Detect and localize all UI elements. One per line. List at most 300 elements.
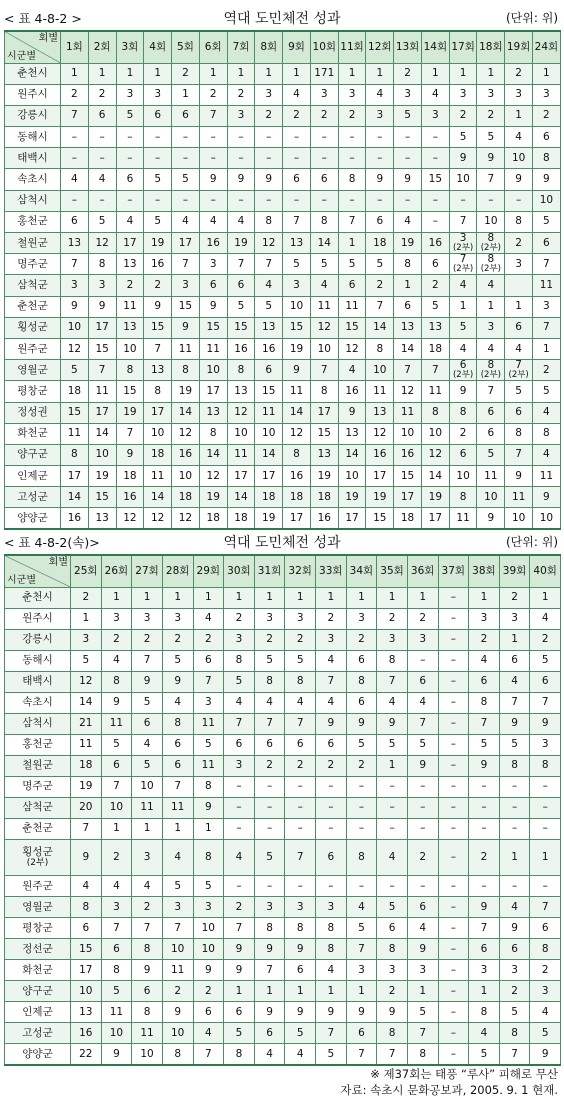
rank-cell: 6 xyxy=(101,939,132,960)
rank-cell: 8 xyxy=(377,650,408,671)
rank-cell: 2 xyxy=(394,63,422,84)
rank-cell: – xyxy=(61,190,89,211)
rank-cell: 9 xyxy=(227,169,255,190)
rank-cell: 1 xyxy=(61,63,89,84)
rank-cell: 2 xyxy=(421,275,449,296)
region-name xyxy=(5,1044,71,1065)
rank-cell: 3 xyxy=(224,755,255,776)
rank-cell: – xyxy=(227,148,255,169)
rank-cell: 10 xyxy=(533,508,561,529)
rank-cell: 3 xyxy=(132,839,163,876)
rank-cell: 9 xyxy=(193,960,224,981)
rank-cell: 4 xyxy=(505,338,533,359)
rank-division: (2부) xyxy=(480,264,501,275)
rank-cell: 15 xyxy=(71,939,102,960)
rank-cell: 17 xyxy=(71,960,102,981)
rank-cell: 14 xyxy=(421,466,449,487)
rank-cell: 10 xyxy=(227,423,255,444)
rank-cell: 10 xyxy=(193,939,224,960)
rank-cell: 6 xyxy=(421,254,449,275)
rank-cell: 8 xyxy=(254,671,285,692)
column-header: 1회 xyxy=(61,31,89,63)
column-header: 25회 xyxy=(71,555,102,587)
rank-division: (2부) xyxy=(452,243,474,254)
table-row xyxy=(5,587,561,608)
rank-cell: – xyxy=(469,797,500,818)
region-name xyxy=(5,296,61,317)
rank-cell: 9 xyxy=(449,381,477,402)
rank-cell: 8 xyxy=(394,254,422,275)
column-header: 6회 xyxy=(199,31,227,63)
rank-cell: 12 xyxy=(71,671,102,692)
rank-cell: 10 xyxy=(449,466,477,487)
corner-label-round: 회별 xyxy=(38,33,58,44)
rank-cell: – xyxy=(438,839,469,876)
rank-cell: 11 xyxy=(449,508,477,529)
region-name xyxy=(5,254,61,275)
rank-cell: 4 xyxy=(172,211,200,232)
rank-cell: 10 xyxy=(366,360,394,381)
rank-cell: 9 xyxy=(346,1002,377,1023)
rank-cell: 4 xyxy=(116,211,144,232)
rank-cell: 3 xyxy=(346,960,377,981)
rank-cell: 7 xyxy=(101,918,132,939)
rank-cell: 17 xyxy=(144,402,172,423)
column-header: 7회 xyxy=(227,31,255,63)
rank-cell: 4 xyxy=(227,211,255,232)
rank-cell: 7 xyxy=(316,671,347,692)
rank-cell: 10 xyxy=(449,169,477,190)
rank-cell: 1 xyxy=(101,587,132,608)
rank-cell: 4 xyxy=(224,692,255,713)
rank-cell: 18 xyxy=(172,487,200,508)
rank-cell: 19 xyxy=(172,381,200,402)
rank-cell: 11 xyxy=(394,402,422,423)
rank-cell: 7 xyxy=(285,713,316,734)
rank-cell: 6 xyxy=(255,360,283,381)
rank-cell: 5 xyxy=(346,918,377,939)
rank-cell: 5 xyxy=(377,734,408,755)
rank-cell: – xyxy=(438,671,469,692)
table-row xyxy=(5,939,561,960)
rank-cell: 18 xyxy=(366,233,394,254)
rank-cell: 16 xyxy=(283,466,311,487)
rank-cell: 1 xyxy=(394,275,422,296)
column-header: 24회 xyxy=(533,31,561,63)
rank-cell: – xyxy=(407,876,438,897)
rank-cell: 3 xyxy=(310,84,338,105)
rank-cell: 10 xyxy=(505,508,533,529)
rank-cell: 15 xyxy=(310,423,338,444)
rank-cell: 11 xyxy=(505,487,533,508)
rank-cell: 10 xyxy=(255,423,283,444)
rank-cell: 171 xyxy=(310,63,338,84)
rank-cell: 15 xyxy=(283,317,311,338)
table-row xyxy=(5,105,561,126)
rank-cell: 2 xyxy=(224,897,255,918)
rank-cell: 4 xyxy=(310,275,338,296)
rank-cell: 9 xyxy=(199,296,227,317)
rank-cell: – xyxy=(255,127,283,148)
rank-cell: 4 xyxy=(530,608,561,629)
rank-cell: 14 xyxy=(144,487,172,508)
rank-cell: 9 xyxy=(101,1044,132,1065)
rank-cell: – xyxy=(224,818,255,839)
rank-cell: – xyxy=(438,876,469,897)
region-name xyxy=(5,960,71,981)
rank-cell: 1 xyxy=(254,981,285,1002)
rank-cell: 16 xyxy=(172,444,200,465)
rank-cell: 2 xyxy=(407,608,438,629)
table-row xyxy=(5,650,561,671)
rank-cell: 5 xyxy=(530,650,561,671)
rank-cell: – xyxy=(199,190,227,211)
rank-cell: 4 xyxy=(366,84,394,105)
rank-cell: 2 xyxy=(162,981,193,1002)
rank-cell: 6 xyxy=(533,127,561,148)
rank-cell: 9 xyxy=(499,918,530,939)
column-header: 35회 xyxy=(377,555,408,587)
region-name xyxy=(5,444,61,465)
rank-cell: 8 xyxy=(132,1002,163,1023)
column-header: 4회 xyxy=(144,31,172,63)
rank-cell: 6 xyxy=(132,713,163,734)
rank-cell: – xyxy=(224,876,255,897)
rank-cell: 17 xyxy=(366,466,394,487)
rank-cell: – xyxy=(407,776,438,797)
rank-cell: 3 xyxy=(407,960,438,981)
rank-cell: – xyxy=(346,876,377,897)
rank-cell: 9 xyxy=(71,839,102,876)
rank-cell: – xyxy=(438,1044,469,1065)
rank-cell: 3 xyxy=(499,960,530,981)
rank-cell: 13 xyxy=(283,233,311,254)
region-name xyxy=(5,423,61,444)
rank-cell: 1 xyxy=(449,63,477,84)
rank-cell: 6 xyxy=(283,169,311,190)
rank-cell: 1 xyxy=(366,63,394,84)
rank-cell: 11 xyxy=(283,381,311,402)
rank-cell: 3 xyxy=(338,84,366,105)
rank-cell: 19 xyxy=(71,776,102,797)
rank-cell: 7 xyxy=(61,105,89,126)
rank-cell: 12 xyxy=(144,508,172,529)
region-name xyxy=(5,381,61,402)
rank-cell: 19 xyxy=(366,487,394,508)
rank-cell: 10 xyxy=(116,338,144,359)
rank-cell: 11 xyxy=(421,381,449,402)
rank-cell: 7 xyxy=(144,338,172,359)
rank-cell: 7 xyxy=(101,776,132,797)
rank-cell: 15 xyxy=(88,487,116,508)
rank-value: 8 xyxy=(487,359,495,372)
rank-cell: 3 xyxy=(407,629,438,650)
rank-cell: 11 xyxy=(61,423,89,444)
table2 xyxy=(4,554,561,1066)
rank-division: (2부) xyxy=(508,370,529,381)
rank-cell: 4 xyxy=(254,692,285,713)
rank-cell: 9 xyxy=(61,296,89,317)
rank-cell: 2 xyxy=(377,608,408,629)
rank-cell: 3 xyxy=(477,84,505,105)
rank-cell: – xyxy=(438,918,469,939)
rank-cell: 3 xyxy=(505,254,533,275)
rank-cell: 9 xyxy=(477,148,505,169)
rank-cell: 18 xyxy=(283,487,311,508)
region-name-text: 양구군 xyxy=(17,448,48,461)
region-name-text: 인제군 xyxy=(17,469,48,482)
rank-cell xyxy=(505,275,533,296)
rank-cell: – xyxy=(338,148,366,169)
rank-cell: 8 xyxy=(285,671,316,692)
table-row xyxy=(5,169,561,190)
rank-cell: 5 xyxy=(477,127,505,148)
rank-cell: – xyxy=(505,190,533,211)
rank-cell: 1 xyxy=(533,338,561,359)
rank-cell: 19 xyxy=(199,487,227,508)
rank-cell: – xyxy=(116,190,144,211)
column-header: 26회 xyxy=(101,555,132,587)
rank-cell: 1 xyxy=(101,818,132,839)
rank-cell: 1 xyxy=(116,63,144,84)
rank-cell: 9 xyxy=(533,487,561,508)
region-name-text: 화천군 xyxy=(17,427,48,440)
rank-cell: 17 xyxy=(421,508,449,529)
rank-cell: 4 xyxy=(394,211,422,232)
rank-cell: 8 xyxy=(88,254,116,275)
rank-cell: 7 xyxy=(505,444,533,465)
table-row xyxy=(5,897,561,918)
region-name-text: 삼척시 xyxy=(17,194,48,207)
rank-cell: – xyxy=(172,190,200,211)
rank-cell: 2 xyxy=(407,839,438,876)
rank-cell: – xyxy=(61,127,89,148)
region-name xyxy=(5,508,61,529)
rank-cell: – xyxy=(224,797,255,818)
table-row xyxy=(5,275,561,296)
rank-cell: 15 xyxy=(144,317,172,338)
rank-cell: – xyxy=(316,797,347,818)
region-name xyxy=(5,190,61,211)
rank-cell: 8 xyxy=(316,918,347,939)
column-header: 9회 xyxy=(283,31,311,63)
rank-cell: – xyxy=(438,1002,469,1023)
rank-cell: 7 xyxy=(533,254,561,275)
column-header: 14회 xyxy=(421,31,449,63)
rank-cell: – xyxy=(377,818,408,839)
table-row xyxy=(5,381,561,402)
rank-cell: – xyxy=(438,755,469,776)
region-name-text: 춘천군 xyxy=(17,300,48,313)
rank-cell: 19 xyxy=(283,338,311,359)
rank-cell: 10 xyxy=(88,444,116,465)
rank-cell: 4 xyxy=(132,734,163,755)
rank-cell: – xyxy=(394,190,422,211)
rank-cell: – xyxy=(438,713,469,734)
rank-cell: 2 xyxy=(449,105,477,126)
region-name-text: 동해시 xyxy=(17,130,48,143)
rank-cell: 6 xyxy=(144,105,172,126)
rank-cell: 2 xyxy=(283,105,311,126)
rank-cell: 3 xyxy=(61,275,89,296)
table-row xyxy=(5,918,561,939)
rank-cell: 9 xyxy=(394,169,422,190)
rank-cell: 2 xyxy=(533,360,561,381)
column-header: 8회 xyxy=(255,31,283,63)
table-row xyxy=(5,127,561,148)
rank-cell: 13 xyxy=(310,444,338,465)
rank-cell: 15 xyxy=(227,317,255,338)
rank-cell: 6 xyxy=(199,275,227,296)
rank-cell: 8 xyxy=(533,148,561,169)
region-name xyxy=(5,148,61,169)
rank-cell: 5 xyxy=(449,127,477,148)
column-header: 33회 xyxy=(316,555,347,587)
rank-cell: 9 xyxy=(199,169,227,190)
rank-cell: 16 xyxy=(227,338,255,359)
table-row xyxy=(5,254,561,275)
note-typhoon: ※ 제37회는 태풍 “루사” 피해로 무산 xyxy=(370,1067,558,1081)
rank-cell xyxy=(477,254,505,275)
rank-cell: 7 xyxy=(346,1044,377,1065)
rank-cell: 15 xyxy=(421,169,449,190)
rank-cell: 6 xyxy=(346,692,377,713)
rank-cell: 7 xyxy=(132,650,163,671)
rank-cell: 6 xyxy=(285,960,316,981)
region-name-text: 고성군 xyxy=(17,490,48,503)
column-header: 30회 xyxy=(224,555,255,587)
rank-cell: 1 xyxy=(533,63,561,84)
rank-cell: 7 xyxy=(530,897,561,918)
region-name-sub: (2부) xyxy=(26,857,49,868)
rank-cell: 4 xyxy=(285,1044,316,1065)
region-name-text: 강릉시 xyxy=(22,633,53,645)
rank-cell: 3 xyxy=(346,608,377,629)
rank-cell: 8 xyxy=(377,1023,408,1044)
rank-cell: 9 xyxy=(101,692,132,713)
table-row xyxy=(5,960,561,981)
rank-cell xyxy=(449,360,477,381)
rank-cell: 7 xyxy=(499,1044,530,1065)
rank-cell: 5 xyxy=(224,671,255,692)
rank-cell: 7 xyxy=(132,918,163,939)
rank-cell: 8 xyxy=(310,211,338,232)
rank-cell: 13 xyxy=(61,233,89,254)
rank-cell: 5 xyxy=(407,1002,438,1023)
rank-cell: 1 xyxy=(469,981,500,1002)
rank-cell: 10 xyxy=(505,148,533,169)
region-name-text: 철원군 xyxy=(17,236,48,249)
rank-cell: – xyxy=(310,190,338,211)
rank-cell: 3 xyxy=(533,84,561,105)
rank-cell: 9 xyxy=(162,1002,193,1023)
rank-cell: 2 xyxy=(227,84,255,105)
rank-cell: 2 xyxy=(101,839,132,876)
rank-cell: 2 xyxy=(101,629,132,650)
rank-cell: 9 xyxy=(407,755,438,776)
rank-division: (2부) xyxy=(452,370,474,381)
rank-cell: 6 xyxy=(132,981,163,1002)
rank-cell: 6 xyxy=(224,1002,255,1023)
region-name xyxy=(5,233,61,254)
rank-cell: 10 xyxy=(338,466,366,487)
rank-cell: 12 xyxy=(116,508,144,529)
rank-cell: 5 xyxy=(477,444,505,465)
rank-cell: 8 xyxy=(172,360,200,381)
rank-cell: 3 xyxy=(162,608,193,629)
rank-cell: 7 xyxy=(61,254,89,275)
region-name xyxy=(5,1023,71,1044)
rank-cell: 3 xyxy=(116,84,144,105)
rank-cell: 3 xyxy=(477,317,505,338)
rank-cell: – xyxy=(394,127,422,148)
rank-cell: 8 xyxy=(505,423,533,444)
rank-cell: 10 xyxy=(172,466,200,487)
region-name xyxy=(5,818,71,839)
rank-cell: – xyxy=(499,818,530,839)
rank-cell: 1 xyxy=(193,818,224,839)
rank-cell: 1 xyxy=(477,63,505,84)
rank-cell: 11 xyxy=(533,275,561,296)
rank-cell: 2 xyxy=(71,587,102,608)
rank-cell: 9 xyxy=(377,1002,408,1023)
rank-cell: – xyxy=(438,939,469,960)
rank-cell: 12 xyxy=(394,381,422,402)
rank-cell: 6 xyxy=(530,671,561,692)
rank-cell: 17 xyxy=(199,381,227,402)
rank-cell: 1 xyxy=(505,296,533,317)
rank-cell: 2 xyxy=(505,233,533,254)
region-name xyxy=(5,127,61,148)
rank-cell: – xyxy=(377,876,408,897)
region-name-text: 고성군 xyxy=(22,1026,53,1039)
rank-cell: 2 xyxy=(469,629,500,650)
column-header: 3회 xyxy=(116,31,144,63)
region-name xyxy=(5,981,71,1002)
rank-cell: 2 xyxy=(61,84,89,105)
rank-cell: – xyxy=(421,190,449,211)
rank-cell: – xyxy=(530,818,561,839)
rank-cell: 7 xyxy=(162,776,193,797)
rank-cell: 5 xyxy=(132,692,163,713)
rank-cell: – xyxy=(530,797,561,818)
rank-cell: 1 xyxy=(499,839,530,876)
rank-cell: 18 xyxy=(255,487,283,508)
rank-cell: 8 xyxy=(449,487,477,508)
rank-cell: 5 xyxy=(144,211,172,232)
rank-cell: 17 xyxy=(338,508,366,529)
rank-cell: 6 xyxy=(193,650,224,671)
rank-cell: 10 xyxy=(144,423,172,444)
rank-cell: 15 xyxy=(394,466,422,487)
rank-cell: 5 xyxy=(101,734,132,755)
rank-cell: – xyxy=(469,776,500,797)
rank-cell: 2 xyxy=(88,84,116,105)
rank-cell: 11 xyxy=(88,381,116,402)
rank-cell: 11 xyxy=(533,466,561,487)
table-row xyxy=(5,402,561,423)
rank-cell: 3 xyxy=(377,629,408,650)
corner-header xyxy=(5,31,61,63)
rank-cell: 11 xyxy=(162,797,193,818)
rank-cell: 4 xyxy=(449,275,477,296)
rank-cell: 9 xyxy=(316,713,347,734)
rank-cell: 6 xyxy=(505,317,533,338)
rank-cell: 10 xyxy=(394,423,422,444)
rank-cell: 9 xyxy=(254,939,285,960)
region-name-text: 춘천군 xyxy=(22,822,53,834)
rank-cell: 9 xyxy=(254,1002,285,1023)
